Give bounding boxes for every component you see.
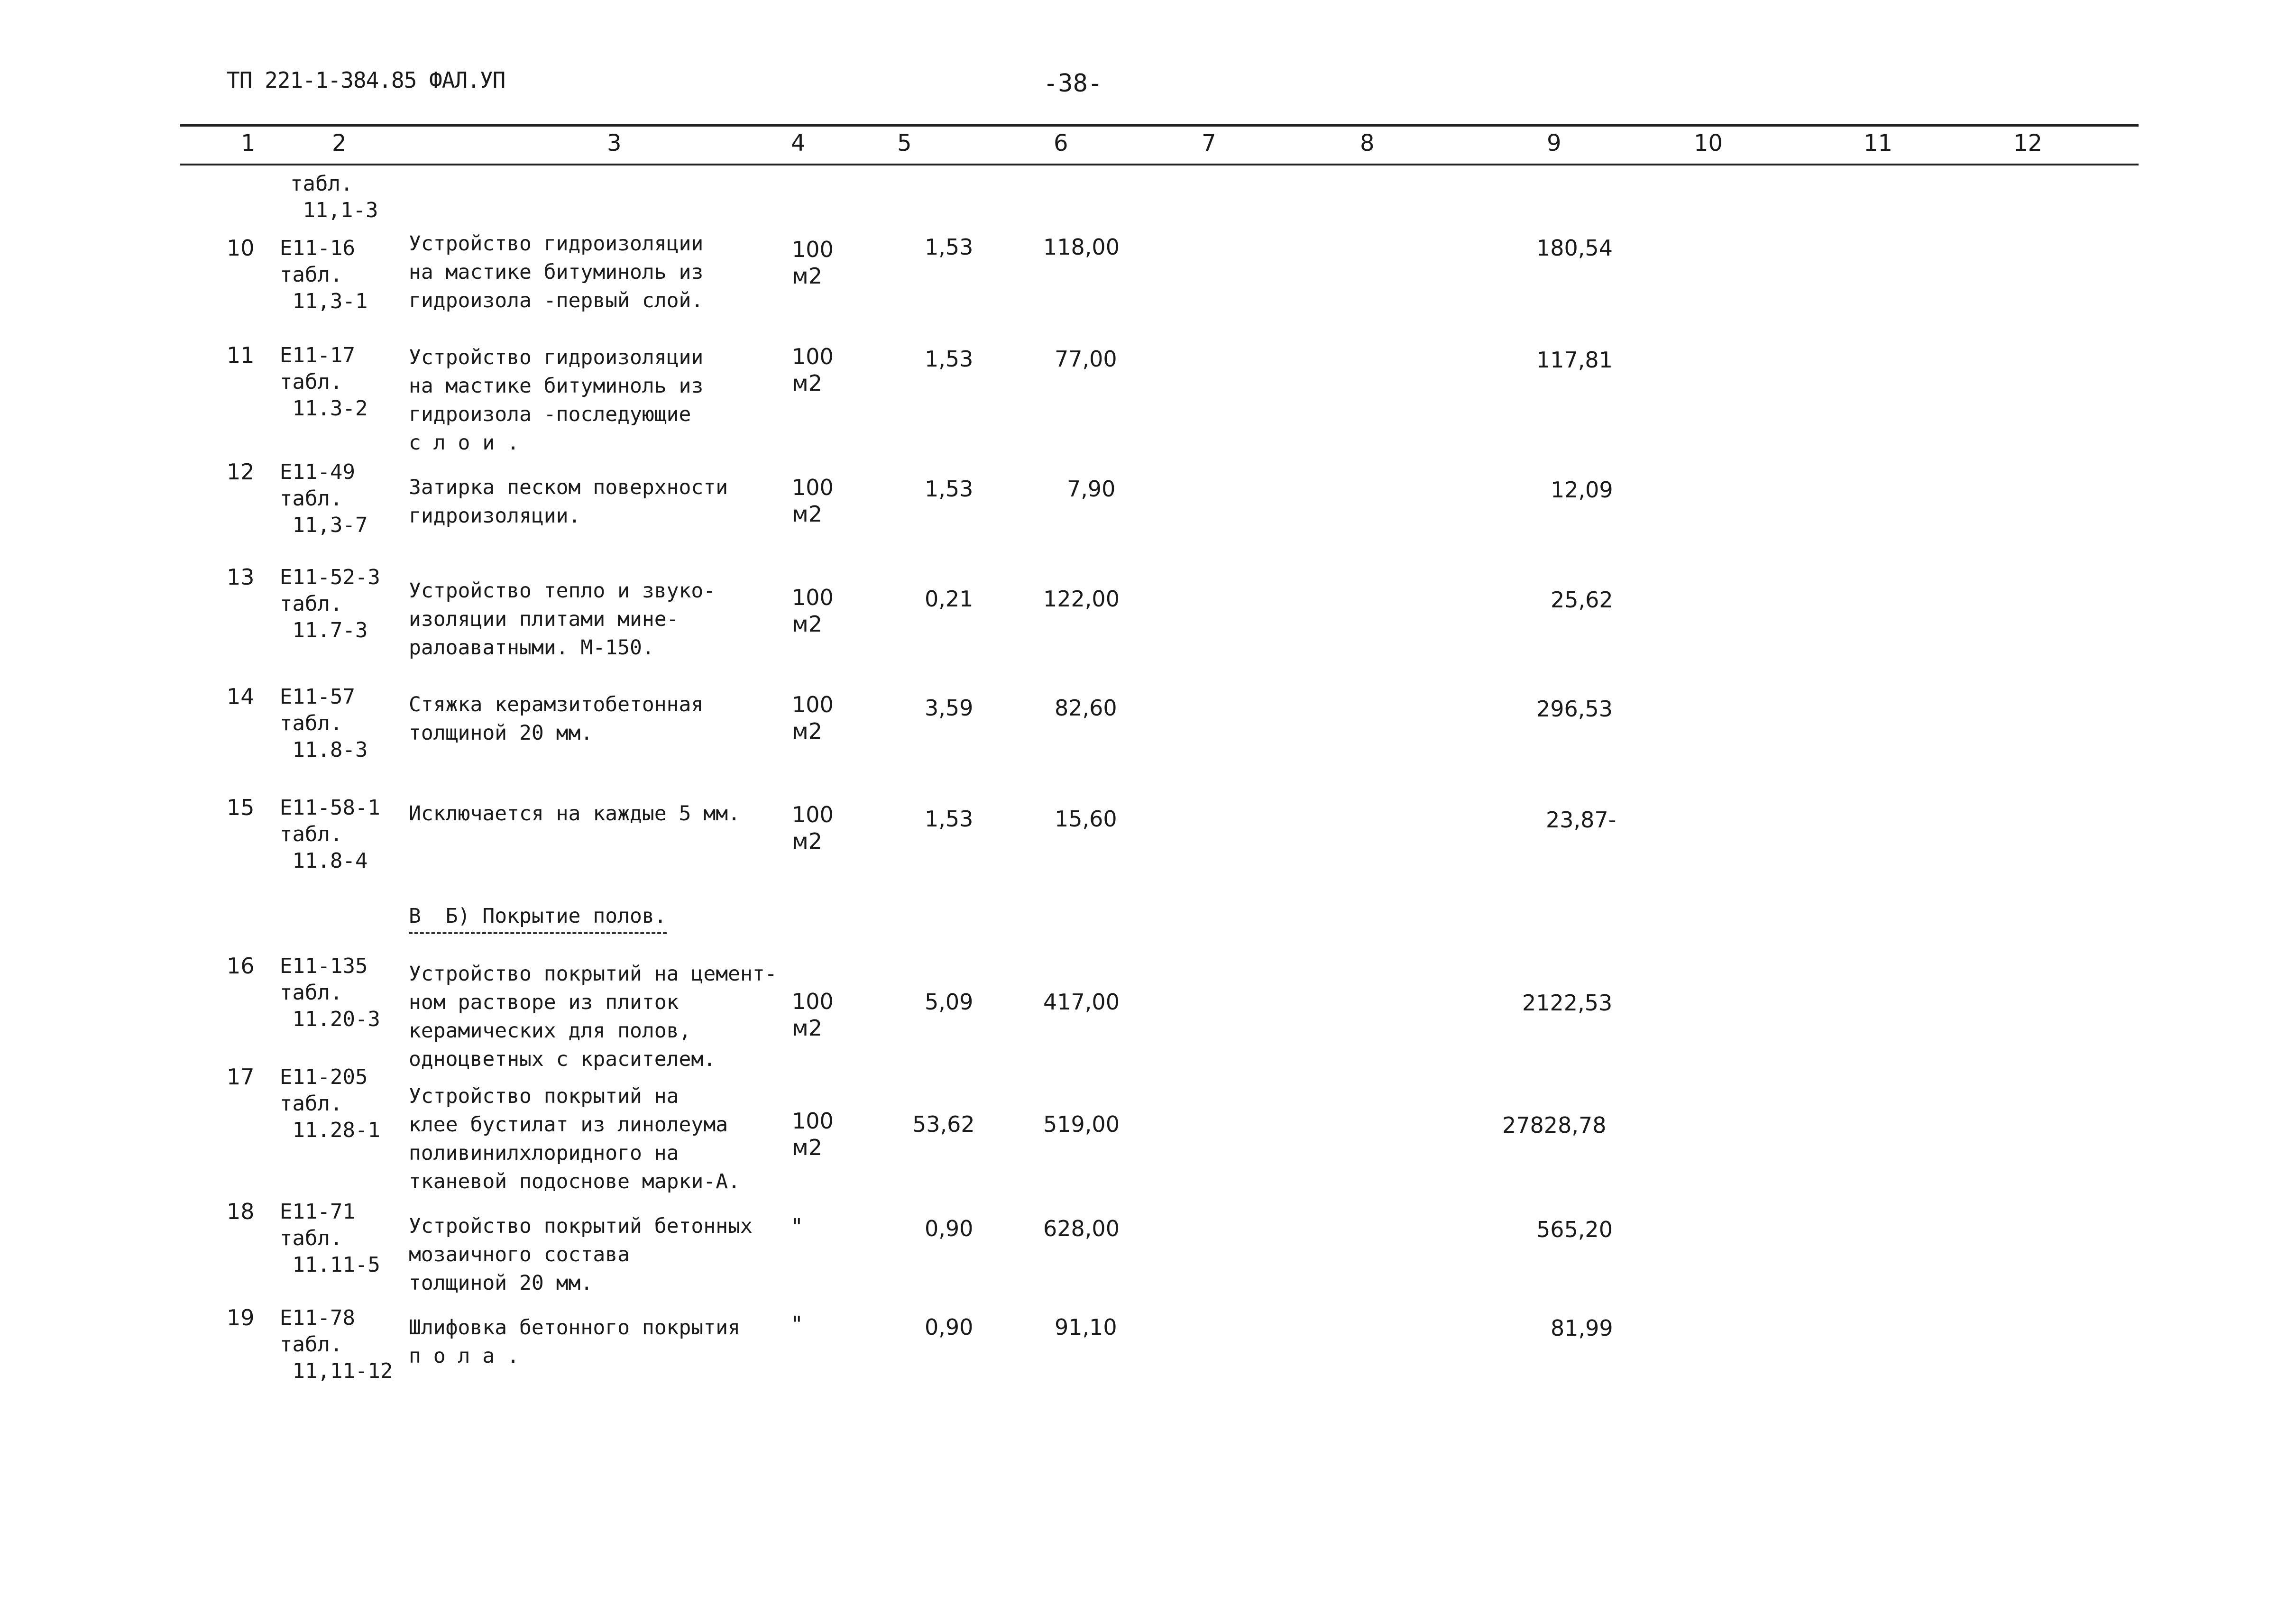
norm-reference: Е11-135 табл. 11.20-3 [280,954,380,1031]
unit: 100 м2 [792,344,834,396]
table-header-rule [180,164,2139,165]
column-number: 4 [791,130,806,156]
total-cost: 23,87- [1546,807,1616,833]
unit: " [792,1214,802,1239]
total-cost: 81,99 [1551,1315,1613,1341]
unit-price: 122,00 [1043,586,1120,612]
work-description: Устройство покрытий на клее бустилат из линолеума поливинилхлоридного на тканевой подоснове марки-А. [409,1084,740,1193]
quantity: 0,90 [925,1314,974,1340]
unit-price: 91,10 [1055,1314,1117,1340]
unit: 100 м2 [792,475,834,527]
row-number: 19 [227,1305,255,1330]
row-number: 13 [227,564,255,590]
column-number: 6 [1054,130,1068,156]
section-title: В Б) Покрытие полов. [409,902,667,934]
unit: 100 м2 [792,989,834,1041]
unit: 100 м2 [792,692,834,744]
row-number: 11 [227,342,255,368]
work-description: Устройство покрытий бетонных мозаичного состава толщиной 20 мм. [409,1214,753,1295]
work-description: Стяжка керамзитобетонная толщиной 20 мм. [409,693,704,745]
norm-reference: Е11-16 табл. 11,3-1 [280,236,368,313]
total-cost: 12,09 [1551,477,1613,503]
row-number: 10 [227,235,255,261]
unit-price: 519,00 [1043,1111,1120,1137]
norm-reference: Е11-71 табл. 11.11-5 [280,1200,380,1277]
norm-reference: Е11-78 табл. 11,11-12 [280,1306,393,1383]
unit-price: 417,00 [1043,989,1120,1015]
norm-reference: Е11-52-3 табл. 11.7-3 [280,565,380,642]
quantity: 3,59 [925,695,974,721]
norm-reference: Е11-17 табл. 11.3-2 [280,343,368,421]
quantity: 1,53 [925,234,974,260]
norm-reference: Е11-57 табл. 11.8-3 [280,685,368,762]
row-number: 12 [227,459,255,485]
unit: 100 м2 [792,237,834,289]
row-number: 16 [227,953,255,979]
column-number: 8 [1360,130,1375,156]
work-description: Исключается на каждые 5 мм. [409,802,740,826]
column-number: 12 [2013,130,2043,156]
work-description: Устройство покрытий на цемент- ном растворе из плиток керамических для полов, одноцветных с красителем. [409,962,777,1071]
unit-price: 82,60 [1055,695,1117,721]
norm-reference: Е11-49 табл. 11,3-7 [280,460,368,537]
unit-price: 118,00 [1043,234,1120,260]
quantity: 1,53 [925,346,974,372]
column-number: 10 [1694,130,1723,156]
page-number: -38- [1043,69,1103,98]
total-cost: 27828,78 [1502,1112,1607,1138]
total-cost: 117,81 [1536,347,1613,373]
unit-price: 77,00 [1055,346,1117,372]
total-cost: 2122,53 [1522,990,1613,1016]
quantity: 0,21 [925,586,974,612]
row-number: 17 [227,1064,255,1090]
total-cost: 25,62 [1551,587,1613,613]
norm-reference: Е11-58-1 табл. 11.8-4 [280,796,380,873]
total-cost: 565,20 [1536,1217,1613,1242]
work-description: Затирка песком поверхности гидроизоляции. [409,476,728,528]
row-number: 18 [227,1199,255,1224]
unit-price: 7,90 [1067,476,1116,502]
unit-price: 15,60 [1055,806,1117,832]
quantity: 5,09 [925,989,974,1015]
row-number: 15 [227,795,255,820]
unit: 100 м2 [792,802,834,854]
unit-price: 628,00 [1043,1216,1120,1241]
unit: " [792,1312,802,1337]
row-number: 14 [227,684,255,709]
column-number: 2 [332,130,347,156]
document-code: ТП 221-1-384.85 ФАЛ.УП [227,67,505,93]
carryover-reference: табл. 11,1-3 [290,172,378,222]
column-number: 9 [1547,130,1561,156]
quantity: 53,62 [912,1111,975,1137]
quantity: 0,90 [925,1216,974,1241]
column-number: 5 [897,130,912,156]
total-cost: 296,53 [1536,696,1613,722]
work-description: Устройство гидроизоляции на мастике битуминоль из гидроизола -последующие с л о и . [409,346,704,455]
unit: 100 м2 [792,585,834,637]
work-description: Шлифовка бетонного покрытия п о л а . [409,1316,740,1368]
work-description: Устройство гидроизоляции на мастике битуминоль из гидроизола -первый слой. [409,232,704,312]
quantity: 1,53 [925,476,974,502]
column-number: 1 [241,130,256,156]
table-top-rule [180,124,2139,127]
norm-reference: Е11-205 табл. 11.28-1 [280,1065,380,1142]
quantity: 1,53 [925,806,974,832]
column-number: 7 [1202,130,1216,156]
column-number: 3 [607,130,622,156]
total-cost: 180,54 [1536,235,1613,261]
column-number: 11 [1864,130,1893,156]
unit: 100 м2 [792,1108,834,1160]
work-description: Устройство тепло и звуко- изоляции плитами мине- ралоаватными. М-150. [409,579,716,660]
